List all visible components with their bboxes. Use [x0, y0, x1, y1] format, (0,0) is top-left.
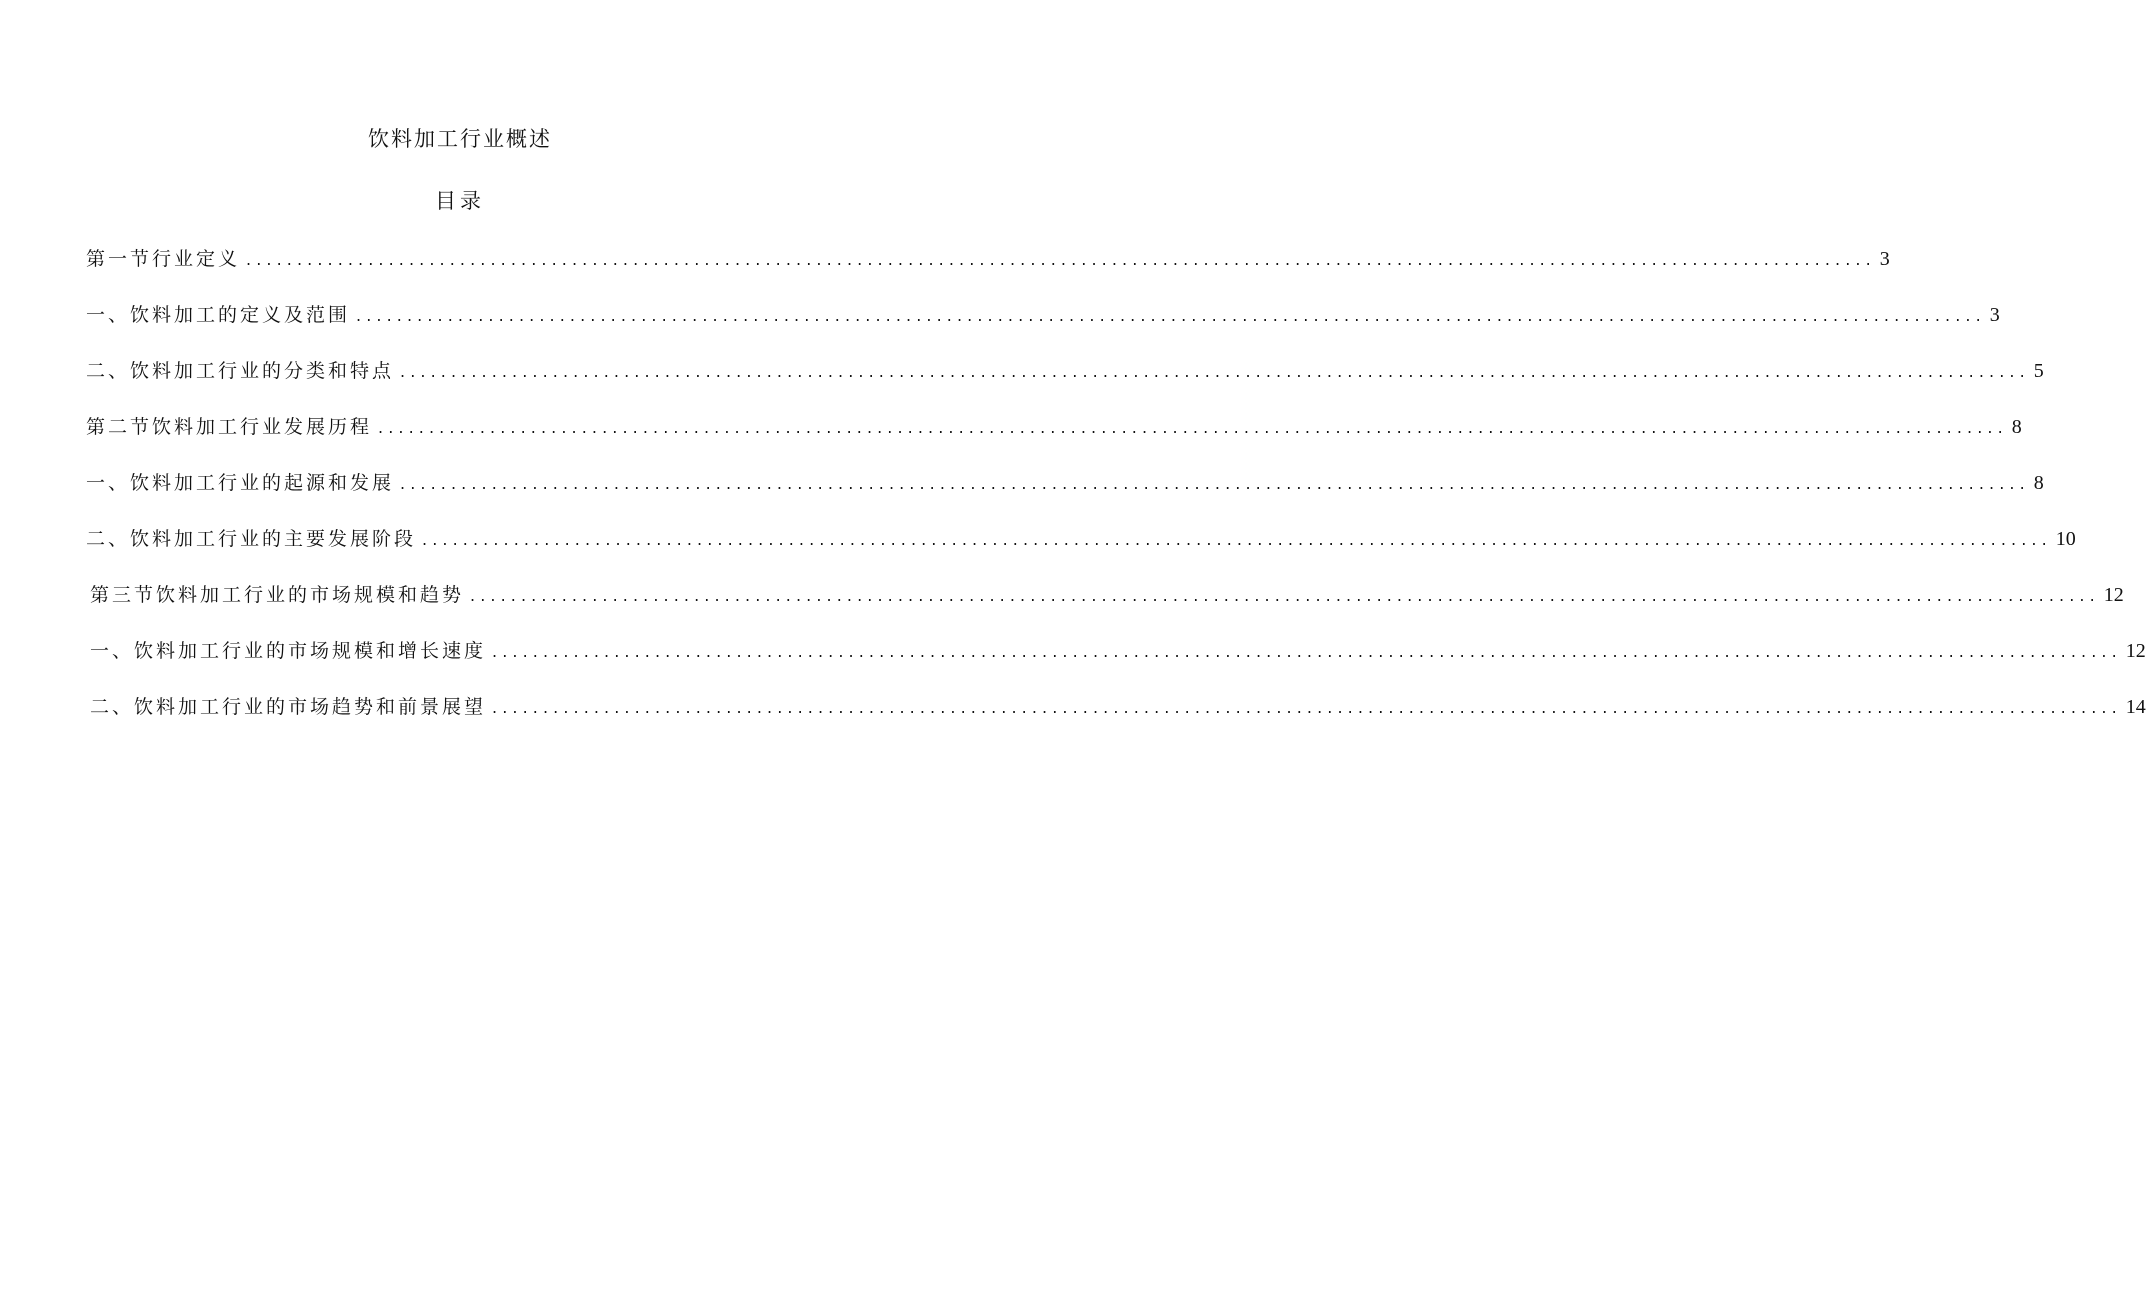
toc-entry[interactable]	[90, 692, 2146, 722]
toc-dot-leader: ................................................................................................................................................................	[356, 306, 1986, 325]
toc-entry-page: 12	[2103, 584, 2124, 606]
toc-entry-text: 一、饮料加工行业的起源和发展	[86, 472, 395, 494]
toc-dot-leader: ................................................................................................................................................................	[246, 250, 1876, 269]
toc-dot-leader: ................................................................................................................................................................	[400, 362, 2030, 381]
toc-entry-page: 3	[1879, 248, 1890, 270]
toc-entry-page: 10	[2055, 528, 2076, 550]
document-title: 饮料加工行业概述	[368, 127, 552, 151]
toc-entry-page: 5	[2033, 360, 2044, 382]
toc-entry[interactable]	[86, 468, 2044, 498]
toc-entry-text: 第二节饮料加工行业发展历程	[86, 416, 373, 438]
toc-entry-text: 二、饮料加工行业的市场趋势和前景展望	[90, 696, 487, 718]
toc-entry-page: 14	[2125, 696, 2146, 718]
toc-entry[interactable]	[90, 580, 2124, 610]
toc-entry-page: 3	[1989, 304, 2000, 326]
toc-dot-leader: ................................................................................................................................................................	[378, 418, 2008, 437]
toc-entry-text: 二、饮料加工行业的分类和特点	[86, 360, 395, 382]
toc-entry[interactable]	[86, 412, 2022, 442]
toc-entry-page: 8	[2011, 416, 2022, 438]
toc-heading: 目录	[435, 189, 485, 213]
toc-dot-leader: ................................................................................................................................................................	[470, 586, 2100, 605]
toc-entry[interactable]	[86, 300, 2000, 330]
toc-entry[interactable]	[86, 524, 2076, 554]
toc-entry-text: 二、饮料加工行业的主要发展阶段	[86, 528, 417, 550]
toc-entry-page: 12	[2125, 640, 2146, 662]
toc-dot-leader: ................................................................................................................................................................	[400, 474, 2030, 493]
toc-entry-text: 一、饮料加工行业的市场规模和增长速度	[90, 640, 487, 662]
toc-dot-leader: ................................................................................................................................................................	[492, 642, 2122, 661]
toc-entry-text: 一、饮料加工的定义及范围	[86, 304, 351, 326]
toc-dot-leader: ................................................................................................................................................................	[422, 530, 2052, 549]
toc-entry-text: 第三节饮料加工行业的市场规模和趋势	[90, 584, 465, 606]
toc-entry-text: 第一节行业定义	[86, 248, 241, 270]
toc-entry[interactable]	[86, 356, 2044, 386]
toc-dot-leader: ................................................................................................................................................................	[492, 698, 2122, 717]
toc-entry-page: 8	[2033, 472, 2044, 494]
toc-entry[interactable]	[90, 636, 2146, 666]
toc-entry[interactable]	[86, 244, 1890, 274]
